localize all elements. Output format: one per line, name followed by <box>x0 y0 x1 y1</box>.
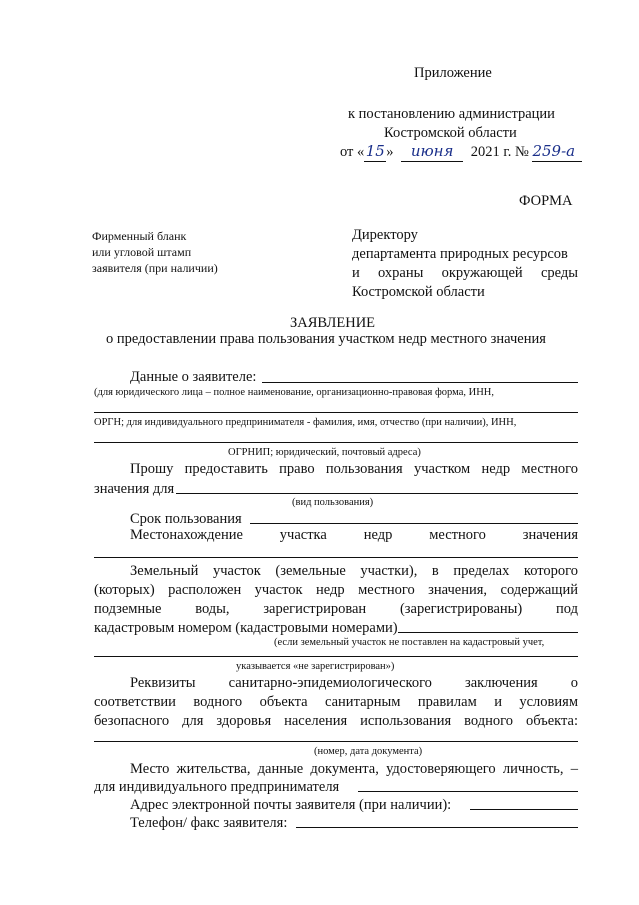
location-field[interactable] <box>94 557 578 558</box>
residence-field[interactable] <box>358 791 578 792</box>
land-line4: кадастровым номером (кадастровыми номерами) <box>94 620 398 636</box>
addressee-line4: Костромской области <box>352 284 485 300</box>
location-label: Местонахождение участка недр местного значения <box>130 527 578 543</box>
requisites-line3: безопасного для здоровья населения использования водного объекта: <box>94 713 578 729</box>
document-title: ЗАЯВЛЕНИЕ <box>290 315 376 331</box>
date-mid: » <box>386 144 394 160</box>
land-hint2: указывается «не зарегистрирован») <box>236 661 395 672</box>
requisites-line1: Реквизиты санитарно-эпидемиологического заключения о <box>130 675 578 691</box>
residence-line1: Место жительства, данные документа, удостоверяющего личность, – <box>130 761 578 777</box>
request-line2: значения для <box>94 481 175 497</box>
form-label: ФОРМА <box>519 193 573 209</box>
cadastral-field-2[interactable] <box>94 656 578 657</box>
email-field[interactable] <box>470 809 578 810</box>
date-year: 2021 г. № <box>470 144 529 160</box>
appendix-title: Приложение <box>414 65 492 81</box>
land-line3: подземные воды, зарегистрирован (зарегистрированы) под <box>94 601 578 617</box>
document-subtitle: о предоставлении права пользования участком недр местного значения <box>106 331 546 347</box>
addressee-line2: департамента природных ресурсов <box>352 246 568 262</box>
date-month: июня <box>401 142 463 162</box>
applicant-field-2[interactable] <box>94 412 578 413</box>
requisites-line2: соответствии водного объекта санитарным правилам и условиям <box>94 694 578 710</box>
date-prefix: от « <box>340 144 365 160</box>
phone-field[interactable] <box>296 827 578 828</box>
requisites-field[interactable] <box>94 741 578 742</box>
land-line2: (которых) расположен участок недр местного значения, содержащий <box>94 582 578 598</box>
appendix-line1: к постановлению администрации <box>348 106 555 122</box>
cadastral-field[interactable] <box>398 632 578 633</box>
phone-label: Телефон/ факс заявителя: <box>130 815 288 831</box>
applicant-hint2: ОРГН; для индивидуального предпринимателя - фамилия, имя, отчество (при наличии), ИНН, <box>94 417 517 428</box>
requisites-hint: (номер, дата документа) <box>314 746 423 757</box>
letterhead-block <box>92 228 218 276</box>
addressee-line1: Директору <box>352 227 418 243</box>
land-line1: Земельный участок (земельные участки), в пределах которого <box>130 563 578 579</box>
applicant-field-3[interactable] <box>94 442 578 443</box>
term-field[interactable] <box>250 523 578 524</box>
letterhead-line1: Фирменный бланк <box>92 229 187 243</box>
doc-number: 259-а <box>532 142 582 162</box>
email-label: Адрес электронной почты заявителя (при наличии): <box>130 797 452 813</box>
request-line1: Прошу предоставить право пользования участком недр местного <box>130 461 578 477</box>
date-day: 15 <box>365 142 385 160</box>
appendix-line2: Костромской области <box>384 125 517 141</box>
usage-type-hint: (вид пользования) <box>292 497 374 508</box>
appendix-date <box>340 142 582 162</box>
term-label: Срок пользования <box>130 511 242 527</box>
letterhead-line3: заявителя (при наличии) <box>92 261 218 275</box>
addressee-line3: и охраны окружающей среды <box>352 265 578 281</box>
applicant-hint3: ОГРНИП; юридический, почтовый адреса) <box>228 447 421 458</box>
applicant-field[interactable] <box>262 382 578 383</box>
residence-line2: для индивидуального предпринимателя <box>94 779 340 795</box>
addressee-block <box>352 226 578 302</box>
applicant-label: Данные о заявителе: <box>130 369 257 385</box>
letterhead-line2: или угловой штамп <box>92 245 192 259</box>
applicant-hint1: (для юридического лица – полное наименование, организационно-правовая форма, ИНН, <box>94 387 494 398</box>
usage-type-field[interactable] <box>176 493 578 494</box>
land-hint1: (если земельный участок не поставлен на кадастровый учет, <box>274 637 545 648</box>
